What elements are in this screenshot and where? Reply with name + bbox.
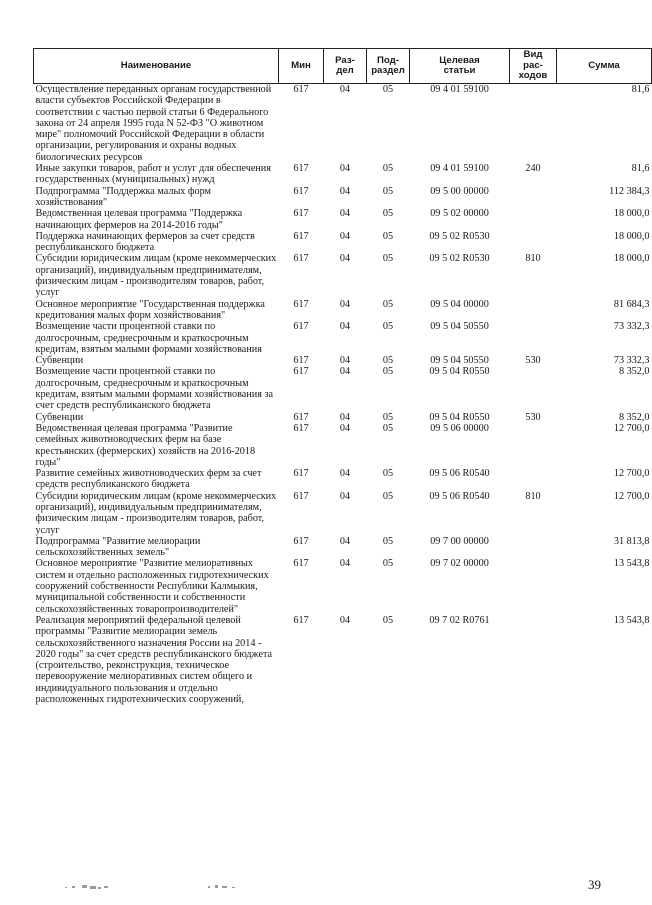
cell-razdel: 04	[339, 614, 351, 626]
header-summa: Сумма	[557, 49, 652, 84]
cell-vid	[510, 366, 557, 411]
cell-razdel: 04	[339, 355, 351, 367]
cell-name: Иные закупки товаров, работ и услуг для обеспечения государственных (муниципальных) нужд	[35, 163, 271, 186]
cell-podrazdel: 05	[382, 535, 394, 547]
cell-celevaya: 09 5 04 50550	[430, 355, 489, 367]
cell-summa: 18 000,0	[613, 230, 650, 242]
table-row	[34, 412, 652, 423]
cell-podrazdel: 05	[382, 208, 394, 220]
cell-razdel: 04	[339, 535, 351, 547]
table-row	[34, 163, 652, 186]
cell-razdel: 04	[339, 366, 351, 378]
cell-razdel: 04	[339, 208, 351, 220]
cell-podrazdel: 05	[382, 614, 394, 626]
cell-razdel: 04	[339, 321, 351, 333]
table-row	[34, 423, 652, 468]
cell-vid	[510, 84, 557, 164]
cell-vid	[510, 423, 557, 468]
cell-name: Основное мероприятие "Государственная поддержка кредитования малых форм хозяйствования"	[35, 298, 265, 321]
table-row	[34, 253, 652, 298]
cell-name: Субсидии юридическим лицам (кроме некоммерческих организаций), индивидуальным предпринимателям, физическим лицам - производителям товаров, работ, услуг	[35, 253, 277, 299]
cell-celevaya: 09 4 01 59100	[430, 163, 489, 175]
cell-summa: 31 813,8	[613, 535, 650, 547]
header-podrazdel: Под- раздел	[367, 49, 410, 84]
cell-name: Субвенции	[35, 411, 84, 423]
cell-razdel: 04	[339, 84, 351, 95]
cell-summa: 81,6	[631, 84, 650, 95]
cell-summa: 81 684,3	[613, 298, 650, 310]
cell-name: Ведомственная целевая программа "Поддержка начинающих фермеров на 2014-2016 годы"	[35, 208, 243, 231]
cell-vid: 530	[525, 355, 541, 367]
cell-min: 617	[293, 84, 309, 95]
table-row	[34, 536, 652, 559]
cell-podrazdel: 05	[382, 185, 394, 197]
cell-min: 617	[293, 230, 309, 242]
cell-celevaya: 09 5 00 00000	[430, 185, 489, 197]
cell-vid: 240	[525, 163, 541, 175]
cell-min: 617	[293, 321, 309, 333]
cell-min: 617	[293, 490, 309, 502]
table-row	[34, 558, 652, 614]
cell-vid	[510, 536, 557, 559]
cell-name: Развитие семейных животноводческих ферм за счет средств республиканского бюджета	[35, 468, 262, 491]
cell-summa: 13 543,8	[613, 558, 650, 570]
cell-vid: 530	[525, 411, 541, 423]
table-row	[34, 468, 652, 491]
budget-table-container	[33, 48, 650, 706]
cell-summa: 12 700,0	[613, 468, 650, 480]
cell-min: 617	[293, 558, 309, 570]
cell-min: 617	[293, 253, 309, 265]
cell-min: 617	[293, 468, 309, 480]
cell-podrazdel: 05	[382, 355, 394, 367]
cell-min: 617	[293, 298, 309, 310]
cell-podrazdel: 05	[382, 84, 394, 95]
table-body	[34, 84, 652, 706]
cell-summa: 18 000,0	[613, 208, 650, 220]
cell-summa: 8 352,0	[618, 411, 650, 423]
table-row	[34, 491, 652, 536]
cell-razdel: 04	[339, 298, 351, 310]
cell-min: 617	[293, 535, 309, 547]
cell-celevaya: 09 5 02 R0530	[429, 230, 490, 242]
cell-min: 617	[293, 411, 309, 423]
cell-min: 617	[293, 355, 309, 367]
cell-celevaya: 09 5 06 R0540	[429, 490, 490, 502]
cell-name: Осуществление переданных органам государственной власти субъектов Российской Федерации в соответствии с частью первой статьи 6 Федерального закона от 24 апреля 1995 года N 52-ФЗ "О животном мире" полномочий Российской Федерации в области организации, регулирования и охраны водных биологических ресурсов	[35, 84, 272, 163]
cell-vid	[510, 208, 557, 231]
cell-vid	[510, 231, 557, 254]
header-vid: Вид рас- ходов	[510, 49, 557, 84]
table-row	[34, 186, 652, 209]
cell-celevaya: 09 5 06 00000	[430, 422, 489, 434]
cell-summa: 73 332,3	[613, 355, 650, 367]
page-number: 39	[588, 877, 601, 892]
table-row	[34, 355, 652, 366]
cell-celevaya: 09 5 04 50550	[430, 321, 489, 333]
cell-razdel: 04	[339, 422, 351, 434]
cell-celevaya: 09 5 04 R0550	[429, 366, 490, 378]
cell-celevaya: 09 4 01 59100	[430, 84, 489, 95]
cell-podrazdel: 05	[382, 422, 394, 434]
table-row	[34, 299, 652, 322]
cell-vid: 810	[525, 253, 541, 265]
header-celevaya: Целевая статьи	[410, 49, 510, 84]
cell-summa: 8 352,0	[618, 366, 650, 378]
cell-min: 617	[293, 422, 309, 434]
cell-razdel: 04	[339, 163, 351, 175]
cell-summa: 81,6	[631, 163, 650, 175]
cell-celevaya: 09 5 06 R0540	[429, 468, 490, 480]
table-row	[34, 321, 652, 355]
cell-name: Основное мероприятие "Развитие мелиоративных систем и отдельно расположенных гидротехнических сооружений собственности Республики Калмыкия, муниципальной собственности и собственности сельскохозяйственных товаропроизводителей"	[35, 558, 269, 615]
table-row	[34, 366, 652, 411]
cell-podrazdel: 05	[382, 321, 394, 333]
cell-name: Ведомственная целевая программа "Развитие семейных животноводческих ферм на базе крестьянских (фермерских) хозяйств на 2016-2018 годы"	[35, 422, 256, 468]
cell-razdel: 04	[339, 185, 351, 197]
cell-podrazdel: 05	[382, 366, 394, 378]
cell-name: Возмещение части процентной ставки по долгосрочным, среднесрочным и краткосрочным кредитам, взятым малыми формами хозяйствования	[35, 321, 262, 355]
cell-vid	[510, 186, 557, 209]
cell-razdel: 04	[339, 230, 351, 242]
scan-smudge	[60, 880, 260, 899]
cell-min: 617	[293, 163, 309, 175]
cell-min: 617	[293, 366, 309, 378]
cell-summa: 12 700,0	[613, 422, 650, 434]
cell-podrazdel: 05	[382, 298, 394, 310]
cell-vid	[510, 299, 557, 322]
table-row	[34, 231, 652, 254]
header-row	[34, 49, 652, 84]
cell-podrazdel: 05	[382, 163, 394, 175]
cell-summa: 112 384,3	[609, 185, 650, 197]
cell-name: Подпрограмма "Поддержка малых форм хозяйствования"	[35, 185, 212, 208]
cell-summa: 12 700,0	[613, 490, 650, 502]
cell-name: Возмещение части процентной ставки по долгосрочным, среднесрочным и краткосрочным кредитам, взятым малыми формами хозяйствования за счет средств республиканского бюджета	[35, 366, 274, 412]
cell-razdel: 04	[339, 468, 351, 480]
header-min: Мин	[279, 49, 324, 84]
cell-summa: 18 000,0	[613, 253, 650, 265]
cell-celevaya: 09 5 02 00000	[430, 208, 489, 220]
budget-table	[33, 48, 652, 705]
cell-razdel: 04	[339, 490, 351, 502]
cell-celevaya: 09 7 02 00000	[430, 558, 489, 570]
cell-name: Поддержка начинающих фермеров за счет средств республиканского бюджета	[35, 230, 255, 254]
cell-vid	[510, 321, 557, 355]
cell-vid	[510, 468, 557, 491]
cell-vid: 810	[525, 490, 541, 502]
cell-name: Субвенции	[35, 355, 84, 367]
cell-name: Реализация мероприятий федеральной целевой программы "Развитие мелиорации земель сельскохозяйственного назначения России на 2014 - 2020 годы" за счет средств республиканского бюджета (строительство, реконструкция, техническое перевооружение мелиоративных систем общего и индивидуального пользования и отдельно расположенных гидротехнических сооружений,	[35, 614, 273, 706]
cell-vid	[510, 615, 557, 705]
cell-min: 617	[293, 614, 309, 626]
header-razdel: Раз- дел	[324, 49, 367, 84]
table-row	[34, 84, 652, 164]
table-row	[34, 615, 652, 705]
cell-podrazdel: 05	[382, 411, 394, 423]
cell-name: Субсидии юридическим лицам (кроме некоммерческих организаций), индивидуальным предпринимателям, физическим лицам - производителям товаров, работ, услуг	[35, 490, 277, 536]
cell-razdel: 04	[339, 411, 351, 423]
cell-podrazdel: 05	[382, 468, 394, 480]
cell-min: 617	[293, 208, 309, 220]
cell-podrazdel: 05	[382, 558, 394, 570]
table-row	[34, 208, 652, 231]
cell-celevaya: 09 7 02 R0761	[429, 614, 490, 626]
cell-celevaya: 09 5 04 00000	[430, 298, 489, 310]
cell-podrazdel: 05	[382, 253, 394, 265]
cell-name: Подпрограмма "Развитие мелиорации сельскохозяйственных земель"	[35, 535, 201, 559]
cell-vid	[510, 558, 557, 614]
header-name: Наименование	[34, 49, 279, 84]
cell-podrazdel: 05	[382, 230, 394, 242]
table-header	[34, 49, 652, 84]
cell-podrazdel: 05	[382, 490, 394, 502]
cell-min: 617	[293, 185, 309, 197]
cell-celevaya: 09 5 02 R0530	[429, 253, 490, 265]
cell-summa: 73 332,3	[613, 321, 650, 333]
cell-celevaya: 09 5 04 R0550	[429, 411, 490, 423]
cell-celevaya: 09 7 00 00000	[430, 535, 489, 547]
cell-summa: 13 543,8	[613, 614, 650, 626]
cell-razdel: 04	[339, 558, 351, 570]
cell-razdel: 04	[339, 253, 351, 265]
